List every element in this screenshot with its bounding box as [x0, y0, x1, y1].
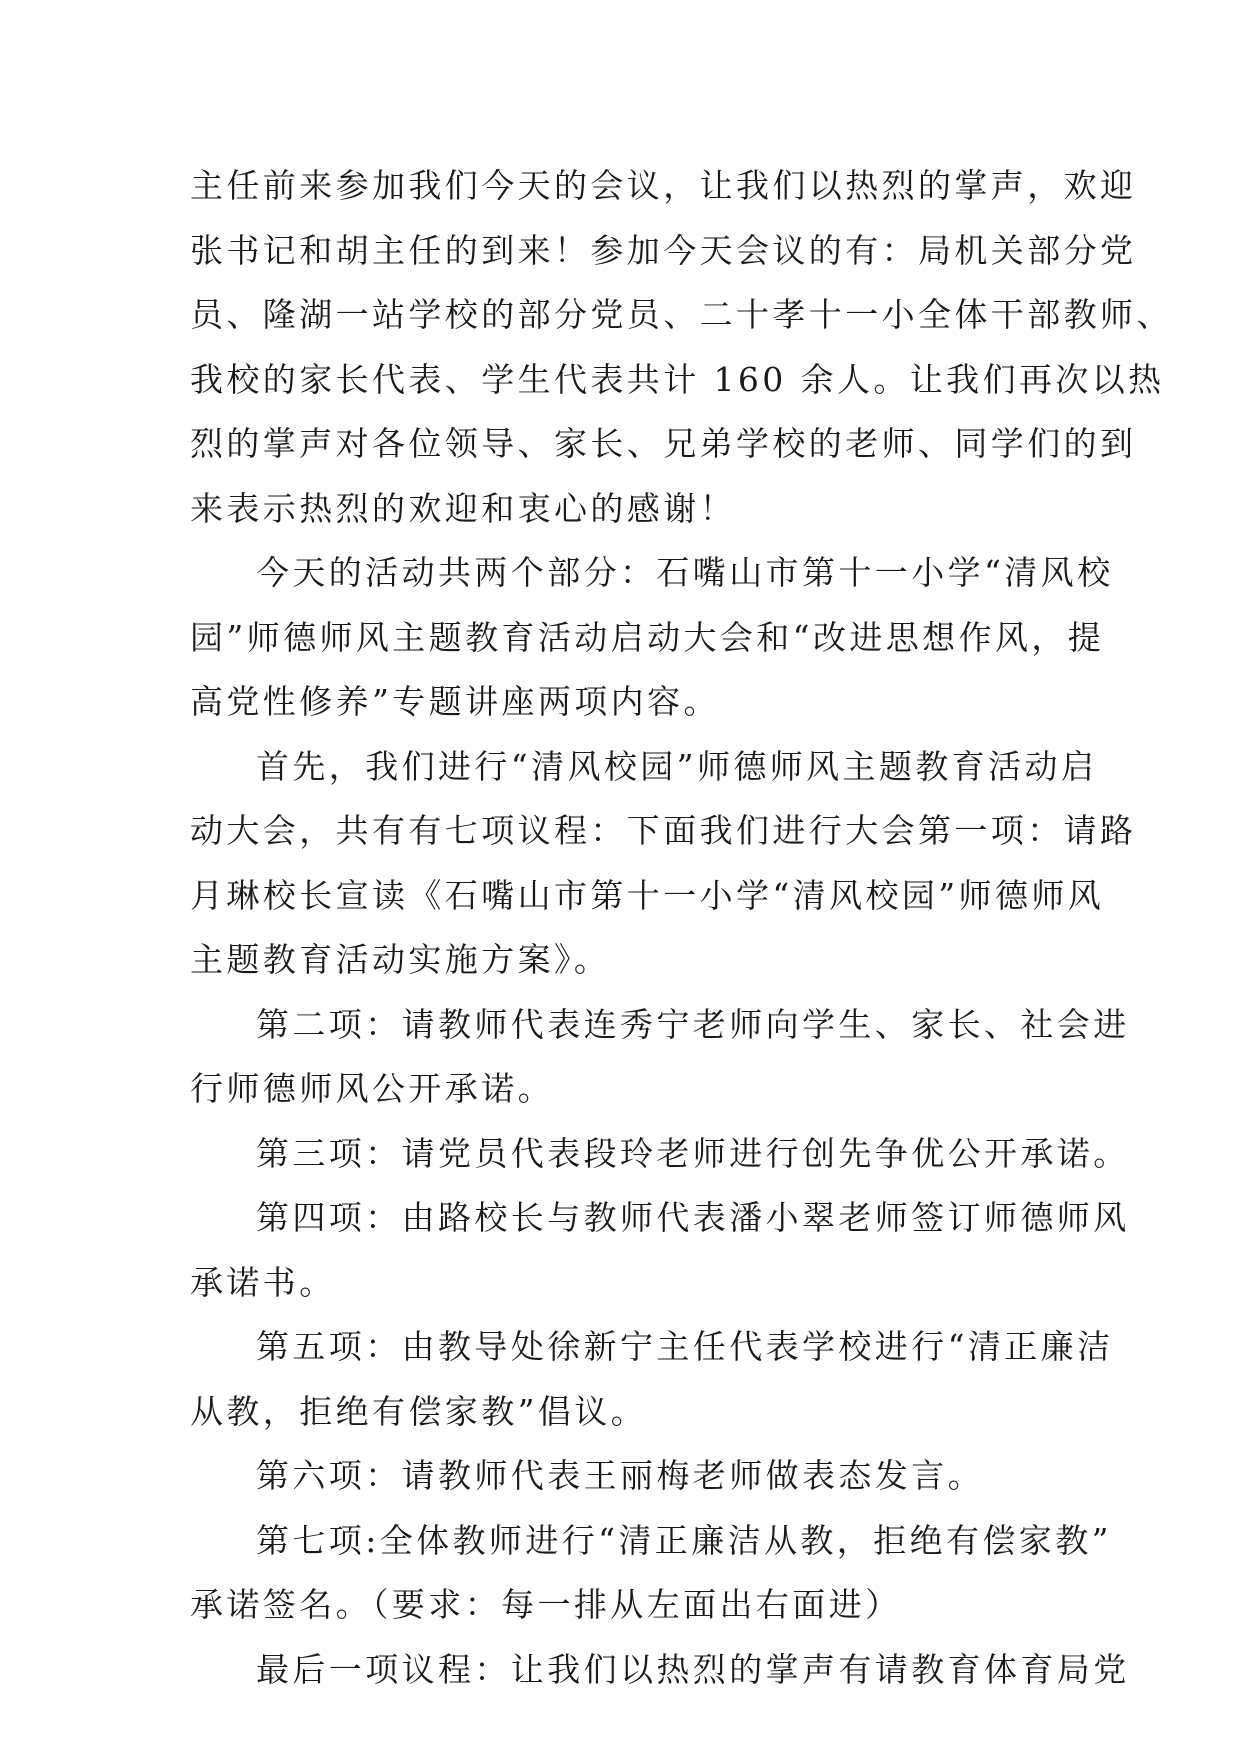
body-line: 主题教育活动实施方案》。 [190, 940, 611, 979]
body-line: 月琳校长宣读《石嘴山市第十一小学“清风校园”师德师风 [190, 875, 1105, 915]
body-line: 张书记和胡主任的到来！参加今天会议的有：局机关部分党 [190, 230, 1137, 270]
body-line: 承诺书。 [190, 1262, 336, 1302]
paragraph-first-line: 第六项：请教师代表王丽梅老师做表态发言。 [256, 1456, 984, 1495]
body-line: 行师德师风公开承诺。 [190, 1069, 554, 1108]
body-line: 烈的掌声对各位领导、家长、兄弟学校的老师、同学们的到 [190, 424, 1137, 463]
body-line: 园”师德师风主题教育活动启动大会和“改进思想作风，提 [190, 617, 1105, 657]
body-line: 我校的家长代表、学生代表共计 160 余人。让我们再次以热 [190, 359, 1165, 399]
body-line: 从教，拒绝有偿家教”倡议。 [190, 1391, 648, 1431]
body-line: 来表示热烈的欢迎和衷心的感谢！ [190, 488, 736, 528]
paragraph-first-line: 第二项：请教师代表连秀宁老师向学生、家长、社会进 [256, 1004, 1130, 1044]
paragraph-first-line: 最后一项议程：让我们以热烈的掌声有请教育体育局党 [256, 1649, 1130, 1689]
paragraph-first-line: 第四项：由路校长与教师代表潘小翠老师签订师德师风 [256, 1198, 1130, 1237]
document-body [190, 154, 1173, 1702]
body-line: 高党性修养”专题讲座两项内容。 [190, 682, 720, 721]
body-line: 动大会，共有有七项议程：下面我们进行大会第一项：请路 [190, 811, 1137, 850]
body-line: 员、隆湖一站学校的部分党员、二十孝十一小全体干部教师、 [190, 295, 1173, 334]
paragraph-first-line: 第七项:全体教师进行“清正廉洁从教，拒绝有偿家教” [256, 1520, 1112, 1560]
paragraph-first-line: 今天的活动共两个部分：石嘴山市第十一小学“清风校 [256, 553, 1114, 592]
body-line: 承诺签名。（要求：每一排从左面出右面进） [190, 1585, 902, 1624]
paragraph-first-line: 第三项：请党员代表段玲老师进行创先争优公开承诺。 [256, 1133, 1130, 1173]
body-line: 主任前来参加我们今天的会议，让我们以热烈的掌声，欢迎 [190, 166, 1137, 205]
paragraph-first-line: 第五项：由教导处徐新宁主任代表学校进行“清正廉洁 [256, 1327, 1114, 1366]
paragraph-first-line: 首先，我们进行“清风校园”师德师风主题教育活动启 [256, 746, 1098, 786]
